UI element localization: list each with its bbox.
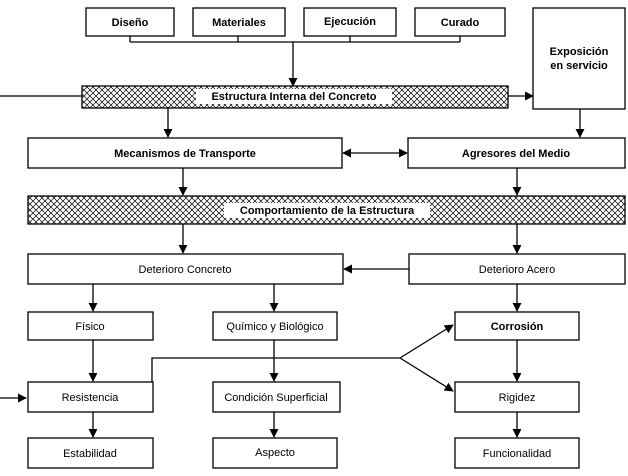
input-ejecucion	[304, 8, 396, 36]
input-diseno	[86, 8, 174, 36]
input-ejecucion-label: Ejecución	[324, 15, 376, 28]
comportamiento-estructura-box	[28, 196, 625, 224]
exposicion-label-line-2: en servicio	[550, 59, 608, 72]
agresores-label: Agresores del Medio	[461, 147, 571, 160]
input-diseno-label: Diseño	[111, 16, 149, 29]
rigidez-label: Rigidez	[498, 391, 536, 404]
aspecto-label: Aspecto	[255, 446, 295, 459]
funcionalidad-label: Funcionalidad	[482, 447, 552, 460]
mecanismos-label: Mecanismos de Transporte	[114, 147, 256, 160]
input-curado	[415, 8, 505, 36]
funcionalidad-box	[455, 438, 579, 468]
condicion-superficial-box	[213, 382, 340, 412]
arrow-branch-to-rigidez	[400, 358, 453, 391]
arrow-branch-to-corrosion	[400, 325, 453, 358]
estabilidad-box	[28, 438, 153, 468]
mecanismos-transporte-box	[28, 138, 342, 168]
fisico-label: Físico	[75, 320, 105, 333]
aspecto-box	[213, 438, 337, 468]
input-materiales-label: Materiales	[212, 16, 266, 29]
comportamiento-label: Comportamiento de la Estructura	[239, 204, 415, 217]
deterioro-acero-box	[409, 254, 625, 284]
estructura-interna-box	[82, 86, 508, 108]
fisico-box	[28, 312, 153, 340]
deterioro-concreto-box	[28, 254, 343, 284]
quimico-label: Químico y Biológico	[226, 320, 324, 333]
deterioro-acero-label: Deterioro Acero	[478, 263, 556, 276]
corrosion-box	[455, 312, 579, 340]
condicion-label: Condición Superficial	[224, 391, 328, 404]
agresores-medio-box	[408, 138, 625, 168]
input-curado-label: Curado	[440, 16, 480, 29]
exposicion-label-line-1: Exposición	[549, 45, 609, 58]
resistencia-label: Resistencia	[61, 391, 119, 404]
quimico-biologico-box	[213, 312, 337, 340]
input-materiales	[193, 8, 285, 36]
rigidez-box	[455, 382, 579, 412]
estabilidad-label: Estabilidad	[63, 447, 117, 460]
exposicion-en-servicio-box	[533, 8, 625, 109]
corrosion-label: Corrosión	[490, 320, 544, 333]
estructura-interna-label: Estructura Interna del Concreto	[211, 90, 377, 103]
resistencia-box	[28, 382, 153, 412]
deterioro-concreto-label: Deterioro Concreto	[138, 263, 232, 276]
